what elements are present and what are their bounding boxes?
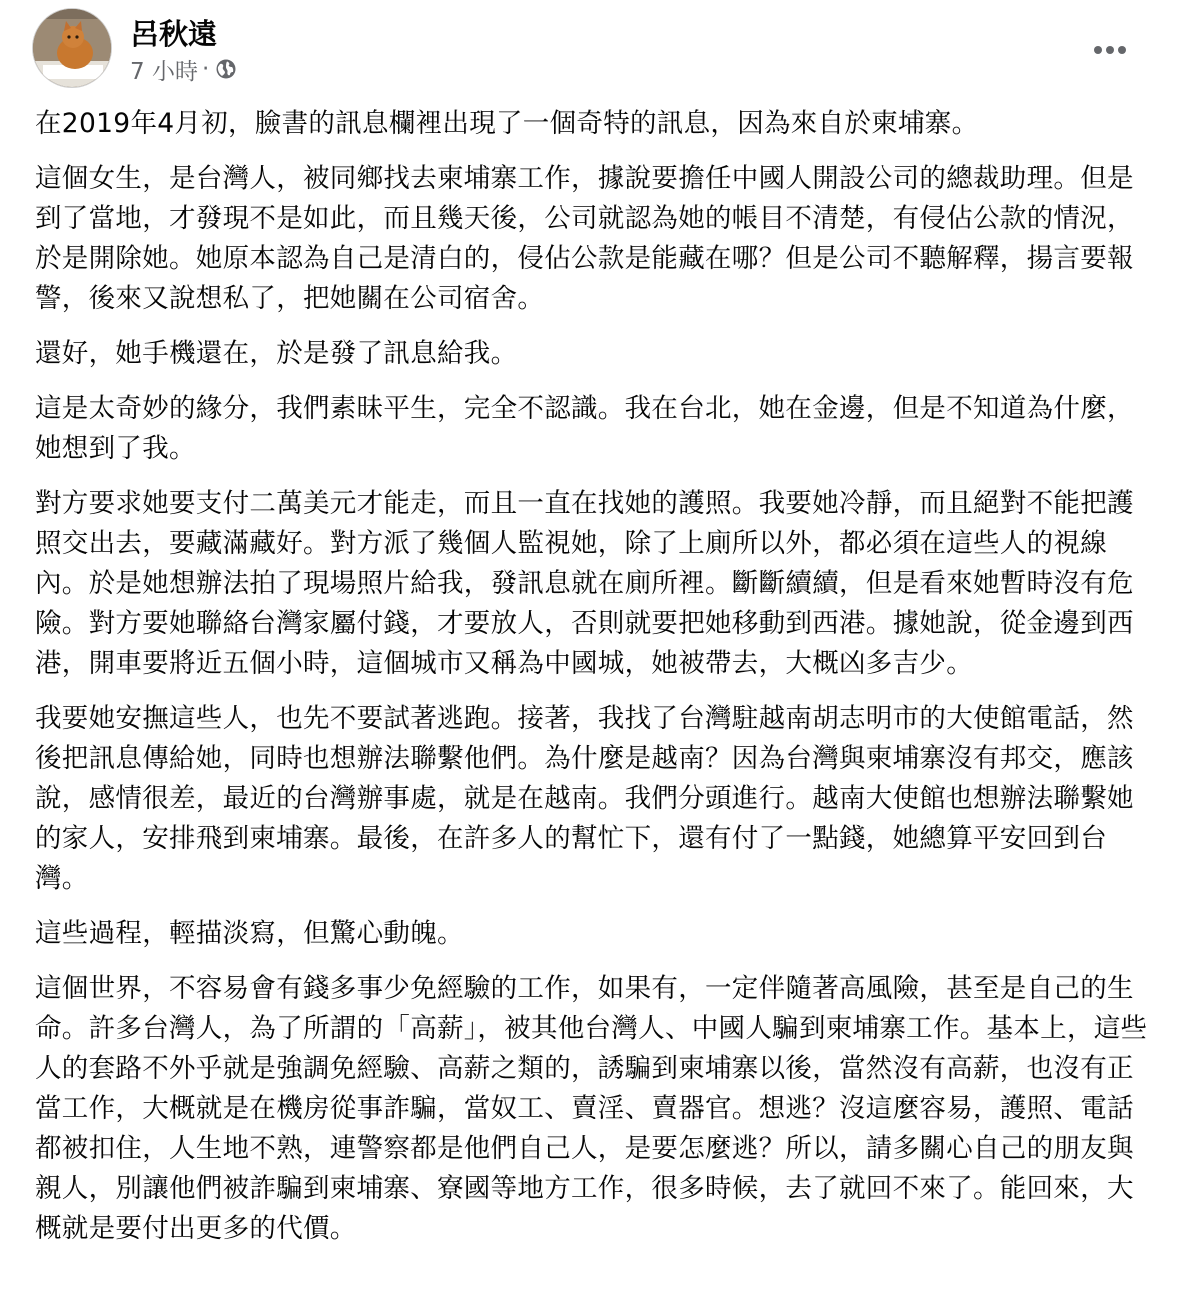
- author-name[interactable]: 呂秋遠: [130, 17, 218, 51]
- post-paragraph: 對方要求她要支付二萬美元才能走，而且一直在找她的護照。我要她冷靜，而且絕對不能把護照交出去，要藏滿藏好。對方派了幾個人監視她，除了上廁所以外，都必須在這些人的視線內。於是她想辦法拍了現場照片給我，發訊息就在廁所裡。斷斷續續，但是看來她暫時沒有危險。對方要她聯絡台灣家屬付錢，才要放人，否則就要把她移動到西港。據她說，從金邊到西港，開車要將近五個小時，這個城市又稱為中國城，她被帶去，大概凶多吉少。: [35, 488, 1134, 679]
- post-paragraph: 在2019年4月初，臉書的訊息欄裡出現了一個奇特的訊息，因為來自於柬埔寨。: [35, 108, 979, 139]
- post-timestamp[interactable]: 7 小時: [130, 58, 198, 85]
- post-header: [32, 8, 1152, 90]
- post-paragraph: 還好，她手機還在，於是發了訊息給我。: [35, 338, 518, 369]
- cat-avatar-icon[interactable]: [32, 8, 112, 88]
- post-paragraph: 我要她安撫這些人，也先不要試著逃跑。接著，我找了台灣駐越南胡志明市的大使館電話，然後把訊息傳給她，同時也想辦法聯繫他們。為什麼是越南？因為台灣與柬埔寨沒有邦交，應該說，感情很差，最近的台灣辦事處，就是在越南。我們分頭進行。越南大使館也想辦法聯繫她的家人，安排飛到柬埔寨。最後，在許多人的幫忙下，還有付了一點錢，她總算平安回到台灣。: [35, 703, 1134, 894]
- more-horizontal-icon: [1093, 45, 1127, 55]
- more-options-button[interactable]: [1082, 28, 1138, 72]
- post-body: [35, 104, 1160, 1264]
- post-paragraph: 這個女生，是台灣人，被同鄉找去柬埔寨工作，據說要擔任中國人開設公司的總裁助理。但是到了當地，才發現不是如此，而且幾天後，公司就認為她的帳目不清楚，有侵佔公款的情況，於是開除她。她原本認為自己是清白的，侵佔公款是能藏在哪？但是公司不聽解釋，揚言要報警，後來又說想私了，把她關在公司宿舍。: [35, 163, 1134, 314]
- meta-separator: ·: [201, 56, 210, 82]
- globe-icon[interactable]: [215, 58, 237, 80]
- post-paragraph: 這是太奇妙的緣分，我們素昧平生，完全不認識。我在台北，她在金邊，但是不知道為什麼，她想到了我。: [35, 393, 1134, 464]
- post-paragraph: 這些過程，輕描淡寫，但驚心動魄。: [35, 918, 464, 949]
- post-paragraph: 這個世界，不容易會有錢多事少免經驗的工作，如果有，一定伴隨著高風險，甚至是自己的生命。許多台灣人，為了所謂的「高薪」，被其他台灣人、中國人騙到柬埔寨工作。基本上，這些人的套路不外乎就是強調免經驗、高薪之類的，誘騙到柬埔寨以後，當然沒有高薪，也沒有正當工作，大概就是在機房從事詐騙，當奴工、賣淫、賣器官。想逃？沒這麼容易，護照、電話都被扣住，人生地不熟，連警察都是他們自己人，是要怎麼逃？所以，請多關心自己的朋友與親人，別讓他們被詐騙到柬埔寨、寮國等地方工作，很多時候，去了就回不來了。能回來，大概就是要付出更多的代價。: [35, 973, 1148, 1244]
- post-meta: [130, 54, 237, 84]
